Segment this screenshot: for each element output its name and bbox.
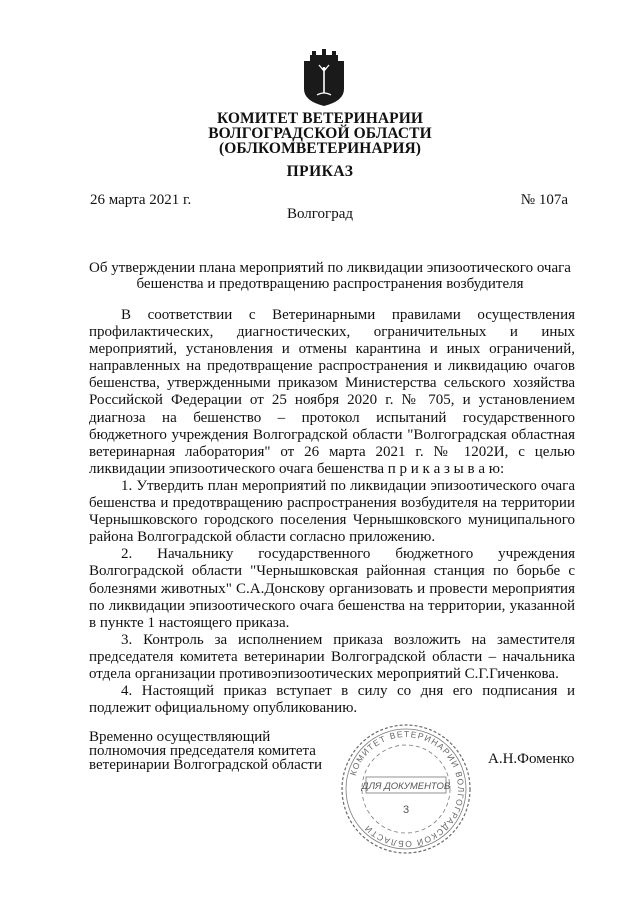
order-date: 26 марта 2021 г.	[90, 192, 192, 208]
document-type: ПРИКАЗ	[286, 163, 354, 180]
order-item-3: 3. Контроль за исполнением приказа возложить на заместителя председателя комитета ветеринарии Волгоградской области – начальника отдела организации противоэпизоотических мероприятий С.Г.Гиченкова.	[89, 631, 575, 682]
order-number: № 107а	[520, 192, 568, 208]
signatory-position-line-3: ветеринарии Волгоградской области	[89, 757, 322, 773]
org-name-line-3: (ОБЛКОМВЕТЕРИНАРИЯ)	[218, 140, 422, 157]
signatory-position-line-1: Временно осуществляющий	[89, 729, 271, 745]
order-city: Волгоград	[286, 206, 353, 222]
signatory-position	[89, 730, 322, 772]
org-name-line-2: ВОЛГОГРАДСКОЙ ОБЛАСТИ	[208, 125, 432, 142]
order-subject	[60, 261, 600, 292]
order-item-1: 1. Утвердить план мероприятий по ликвидации эпизоотического очага бешенства и предотвращению распространения возбудителя на территории Чернышковского городского поселения Чернышковского муниципального района Волгоградской области согласно приложению.	[89, 477, 575, 546]
stamp-center-text: ДЛЯ ДОКУМЕНТОВ	[361, 781, 451, 792]
order-item-2: 2. Начальнику государственного бюджетного учреждения Волгоградской области "Чернышковская районная станция по борьбе с болезнями животных" С.А.Донскову организовать и провести мероприятия по ликвидации эпизоотического очага бешенства на территории, указанной в пункте 1 настоящего приказа.	[89, 546, 575, 631]
org-name-line-1: КОМИТЕТ ВЕТЕРИНАРИИ	[216, 110, 424, 127]
volgograd-coat-of-arms-icon	[302, 49, 346, 107]
preamble-paragraph: В соответствии с Ветеринарными правилами осуществления профилактических, диагностических, ограничительных и иных мероприятий, установления и отмены карантина и иных ограничений, направленных на предотвращение распространения и ликвидацию очагов бешенства, утвержденными приказом Министерства сельского хозяйства Российской Федерации от 25 ноября 2020 г. № 705, и установлением диагноза на бешенство – протокол испытаний государственного бюджетного учреждения Волгоградской области "Волгоградская областная ветеринарная лаборатория" от 26 марта 2021 г. № 1202И, с целью ликвидации эпизоотического очага бешенства п р и к а з ы в а ю:	[89, 307, 575, 477]
official-stamp	[338, 721, 474, 857]
order-body	[89, 307, 575, 717]
signatory-name: А.Н.Фоменко	[488, 751, 575, 767]
signatory-position-line-2: полномочия председателя комитета	[89, 743, 316, 759]
stamp-number: 3	[402, 804, 410, 816]
order-item-4: 4. Настоящий приказ вступает в силу со дня его подписания и подлежит официальному опубликованию.	[89, 683, 575, 717]
stamp-ring-text: КОМИТЕТ ВЕТЕРИНАРИИ ВОЛГОГРАДСКОЙ ОБЛАСТИ	[347, 728, 467, 850]
subject-line-2: бешенства и предотвращению распространения возбудителя	[136, 275, 524, 292]
subject-line-1: Об утверждении плана мероприятий по ликвидации эпизоотического очага	[89, 260, 571, 276]
